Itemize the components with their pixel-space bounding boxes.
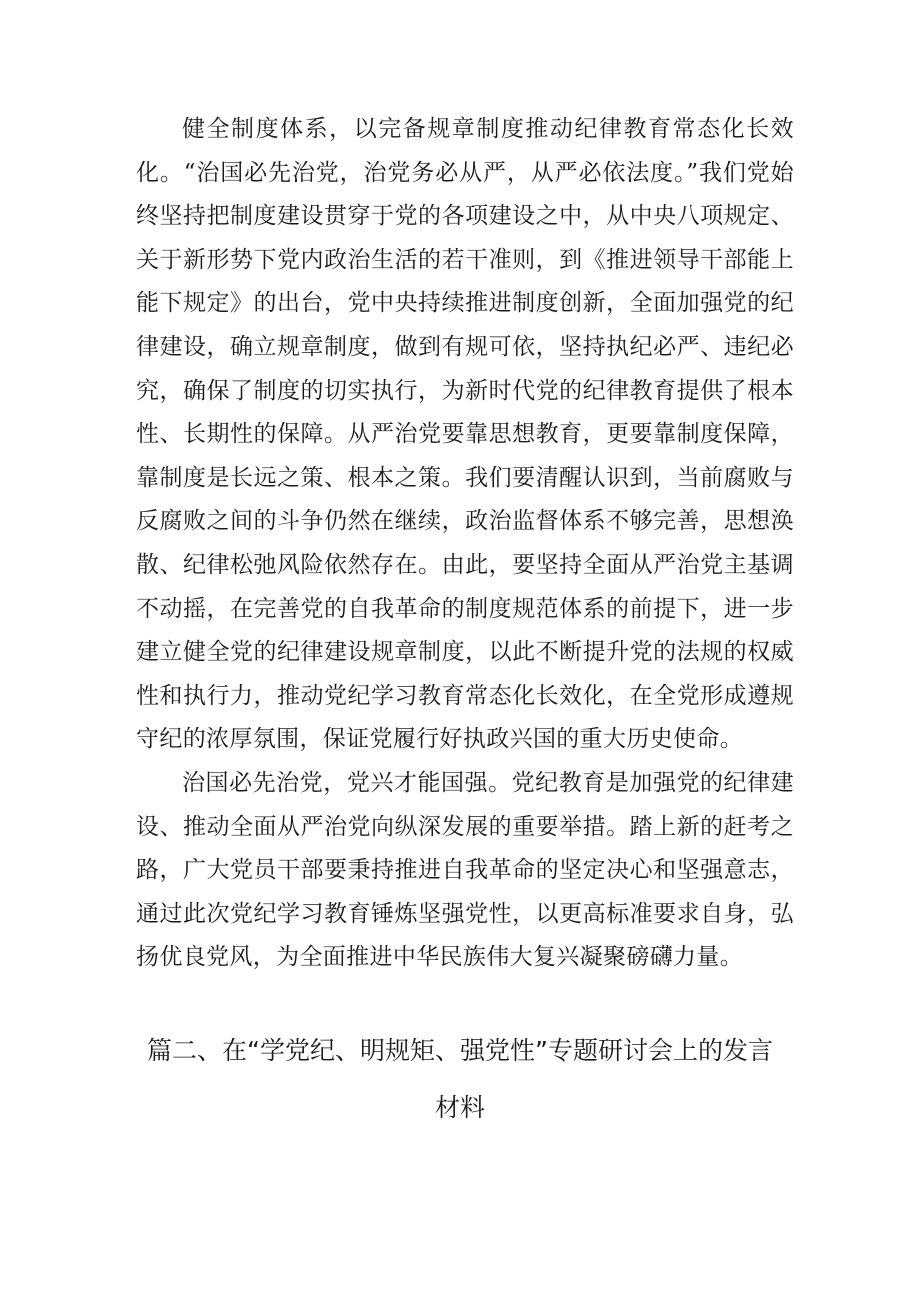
body-text [136,108,794,980]
paragraph-party-governance: 治国必先治党，党兴才能国强。党纪教育是加强党的纪律建设、推动全面从严治党向纵深发展的重要举措。踏上新的赶考之路，广大党员干部要秉持推进自我革命的坚定决心和坚强意志，通过此次党纪学习教育锤炼坚强党性，以更高标准要求自身，弘扬优良党风，为全面推进中华民族伟大复兴凝聚磅礴力量。 [136,769,794,971]
paragraph-institutional-system: 健全制度体系，以完备规章制度推动纪律教育常态化长效化。“治国必先治党，治党务必从严，从严必依法度。”我们党始终坚持把制度建设贯穿于党的各项建设之中，从中央八项规定、关于新形势下党内政治生活的若干准则，到《推进领导干部能上能下规定》的出台，党中央持续推进制度创新，全面加强党的纪律建设，确立规章制度，做到有规可依，坚持执纪必严、违纪必究，确保了制度的切实执行，为新时代党的纪律教育提供了根本性、长期性的保障。从严治党要靠思想教育，更要靠制度保障，靠制度是长远之策、根本之策。我们要清醒认识到，当前腐败与反腐败之间的斗争仍然在继续，政治监督体系不够完善，思想涣散、纪律松弛风险依然存在。由此，要坚持全面从严治党主基调不动摇，在完善党的自我革命的制度规范体系的前提下，进一步建立健全党的纪律建设规章制度，以此不断提升党的法规的权威性和执行力，推动党纪学习教育常态化长效化，在全党形成遵规守纪的浓厚氛围，保证党履行好执政兴国的重大历史使命。 [136,116,794,753]
section-heading: 篇二、在“学党纪、明规矩、强党性”专题研讨会上的发言材料 [147,1036,773,1122]
